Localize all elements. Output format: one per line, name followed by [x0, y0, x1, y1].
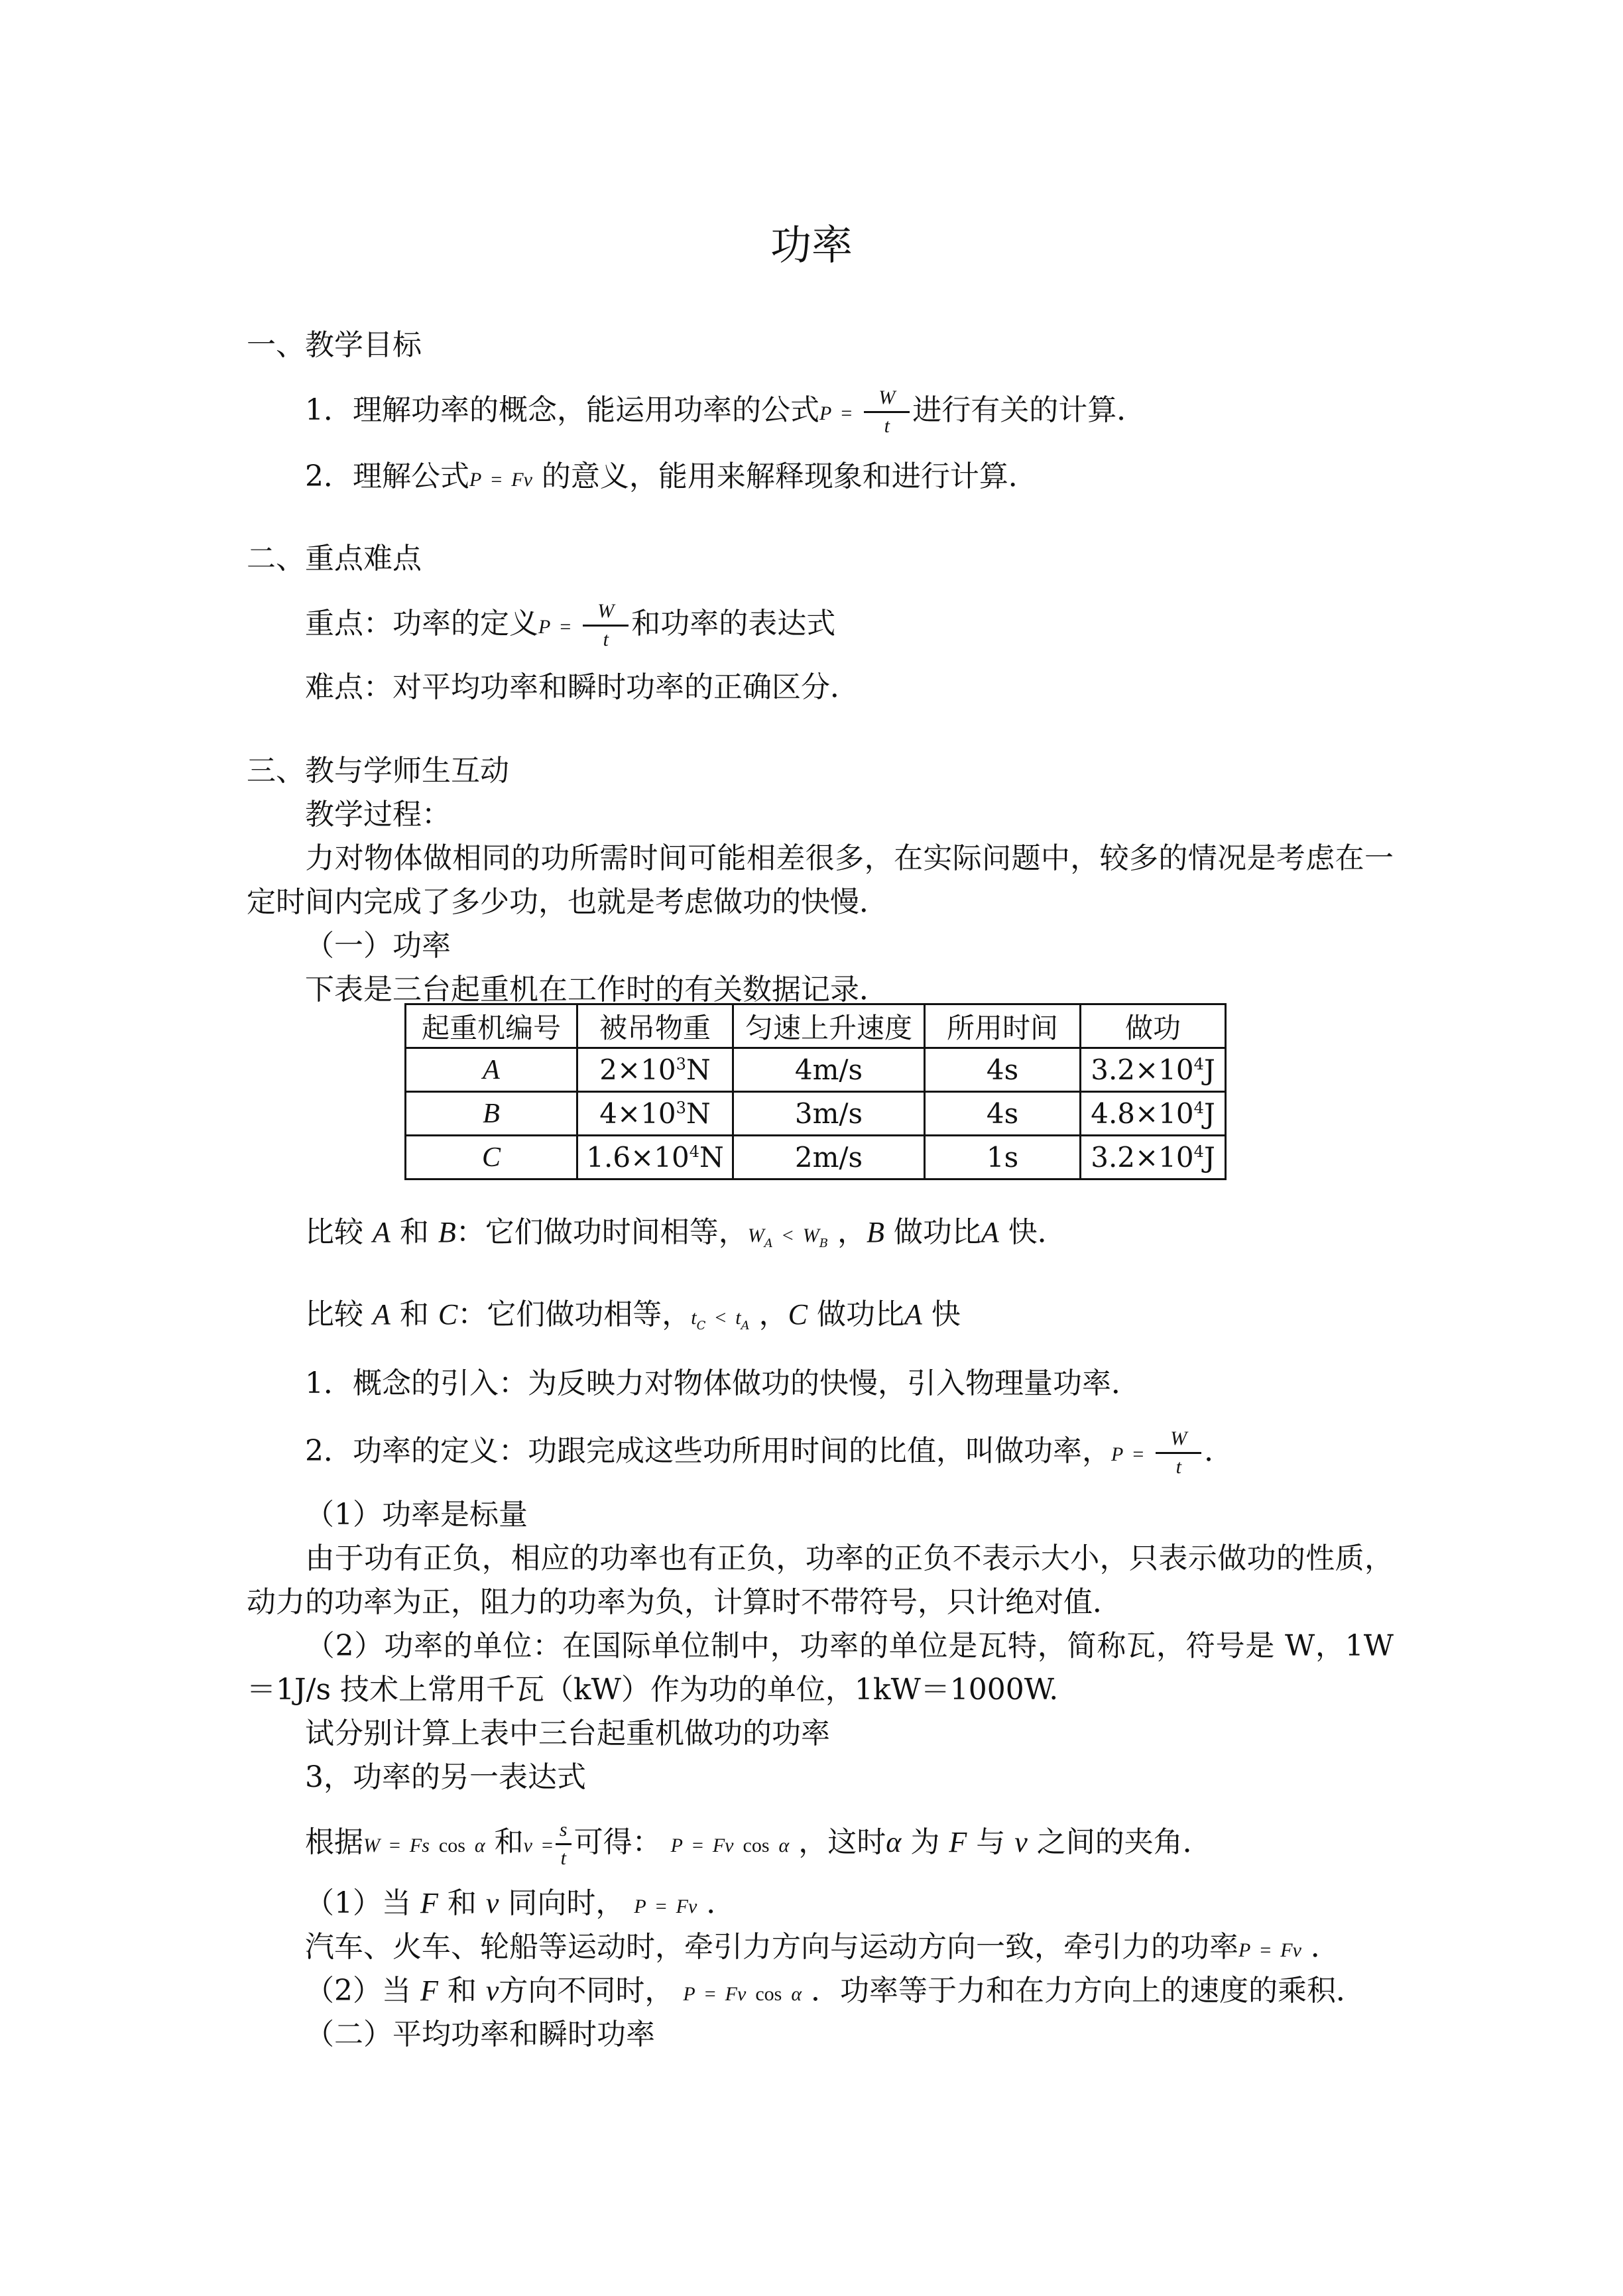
table-row	[406, 1048, 1226, 1092]
crane-data-table	[404, 1003, 1227, 1180]
cell-weight: $4\times 10^3N$	[577, 1092, 733, 1136]
cell-work: $3.2\times 10^4J$	[1081, 1048, 1226, 1092]
page-title: 功率	[770, 221, 853, 269]
another-expression-heading: 3，功率的另一表达式	[305, 1760, 586, 1794]
cell-work: $3.2\times 10^4J$	[1081, 1136, 1226, 1179]
concept-intro: 1．概念的引入：为反映力对物体做功的快慢，引入物理量功率．	[305, 1366, 1140, 1400]
power-definition: 2．功率的定义：功跟完成这些功所用时间的比值，叫做功率，P = $\frac{W}{t}$ ．	[305, 1425, 1233, 1480]
vehicle-line: 汽车、火车、轮船等运动时，牵引力方向与运动方向一致，牵引力的功率P = Fv ．	[305, 1930, 1340, 1964]
header-crane-id: 起重机编号	[406, 1004, 577, 1048]
derivation-line: 根据W = Fs cos α 和v = $\frac{s}{t}$ 可得： P = Fv cos α ，这时α 为 F 与 v 之间的夹角．	[305, 1817, 1212, 1872]
goal-1-text-end: 进行有关的计算．	[912, 393, 1146, 427]
fraction-w-over-t: $\frac{W}{t}$	[583, 598, 629, 653]
cell-work: $4.8\times 10^4J$	[1081, 1092, 1226, 1136]
cell-weight: $1.6\times 10^4N$	[577, 1136, 733, 1179]
scalar-heading: （1）功率是标量	[305, 1498, 528, 1532]
exercise-line: 试分别计算上表中三台起重机做功的功率	[305, 1717, 830, 1750]
header-work: 做功	[1081, 1004, 1226, 1048]
teaching-process-label: 教学过程：	[305, 798, 451, 831]
subsection-average-instant-power: （二）平均功率和瞬时功率	[305, 2018, 655, 2051]
cell-speed: 2m/s	[733, 1136, 925, 1179]
goal-2-text: 2．理解公式	[305, 459, 469, 493]
fraction-w-over-t: $\frac{W}{t}$	[1156, 1425, 1201, 1480]
table-header-row	[406, 1004, 1226, 1048]
case-1-line: （1）当 F 和 v 同向时， P = Fv ．	[305, 1886, 736, 1920]
cell-id: C	[406, 1136, 577, 1179]
fraction-s-over-t: $\frac{s}{t}$	[556, 1817, 571, 1872]
table-intro: 下表是三台起重机在工作时的有关数据记录．	[305, 973, 888, 1006]
cell-weight: $2\times 10^3N$	[577, 1048, 733, 1092]
cell-time: 1s	[925, 1136, 1081, 1179]
section-heading-interaction: 三、教与学师生互动	[247, 754, 509, 788]
intro-paragraph: 力对物体做相同的功所需时间可能相差很多，在实际问题中，较多的情况是考虑在一定时间内完成了多少功，也就是考虑做功的快慢．	[247, 841, 1394, 919]
header-weight: 被吊物重	[577, 1004, 733, 1048]
section-heading-key-points: 二、重点难点	[247, 542, 422, 575]
section-heading-goals: 一、教学目标	[247, 328, 422, 362]
fraction-w-over-t: $\frac{W}{t}$	[864, 385, 910, 440]
compare-a-c: 比较 A 和 C：它们做功相等，$t_C < t_A$ ，C 做功比A 快	[305, 1298, 961, 1333]
subsection-power: （一）功率	[305, 929, 451, 963]
header-time: 所用时间	[925, 1004, 1081, 1048]
cell-id: A	[406, 1048, 577, 1092]
cell-id: B	[406, 1092, 577, 1136]
goal-item-1	[305, 385, 1146, 440]
goal-2-text-end: 的意义，能用来解释现象和进行计算．	[541, 459, 1038, 493]
cell-speed: 3m/s	[733, 1092, 925, 1136]
goal-1-text: 1．理解功率的概念，能运用功率的公式	[305, 393, 819, 427]
goal-item-2: 2．理解公式P = Fv 的意义，能用来解释现象和进行计算．	[305, 459, 1038, 493]
compare-a-b: 比较 A 和 B：它们做功时间相等，$W_A < W_B$ ，B 做功比A 快．	[305, 1215, 1067, 1250]
cell-speed: 4m/s	[733, 1048, 925, 1092]
cell-time: 4s	[925, 1048, 1081, 1092]
formula-p: P	[819, 402, 832, 424]
table-row	[406, 1136, 1226, 1179]
unit-paragraph: （2）功率的单位：在国际单位制中，功率的单位是瓦特，简称瓦，符号是 W，1W＝1J/s 技术上常用千瓦（kW）作为功的单位，1kW＝1000W.	[247, 1629, 1394, 1707]
difficulty-line: 难点：对平均功率和瞬时功率的正确区分．	[305, 670, 859, 704]
formula-eq: =	[841, 402, 853, 424]
key-point-line: 重点：功率的定义P = $\frac{W}{t}$ 和功率的表达式	[305, 598, 835, 653]
scalar-paragraph: 由于功有正负，相应的功率也有正负，功率的正负不表示大小，只表示做功的性质，动力的功率为正，阻力的功率为负，计算时不带符号，只计绝对值．	[247, 1541, 1394, 1619]
header-speed: 匀速上升速度	[733, 1004, 925, 1048]
case-2-line: （2）当 F 和 v方向不同时， P = Fv cos α ．功率等于力和在力方向上的速度的乘积．	[305, 1974, 1366, 2008]
table-row	[406, 1092, 1226, 1136]
cell-time: 4s	[925, 1092, 1081, 1136]
